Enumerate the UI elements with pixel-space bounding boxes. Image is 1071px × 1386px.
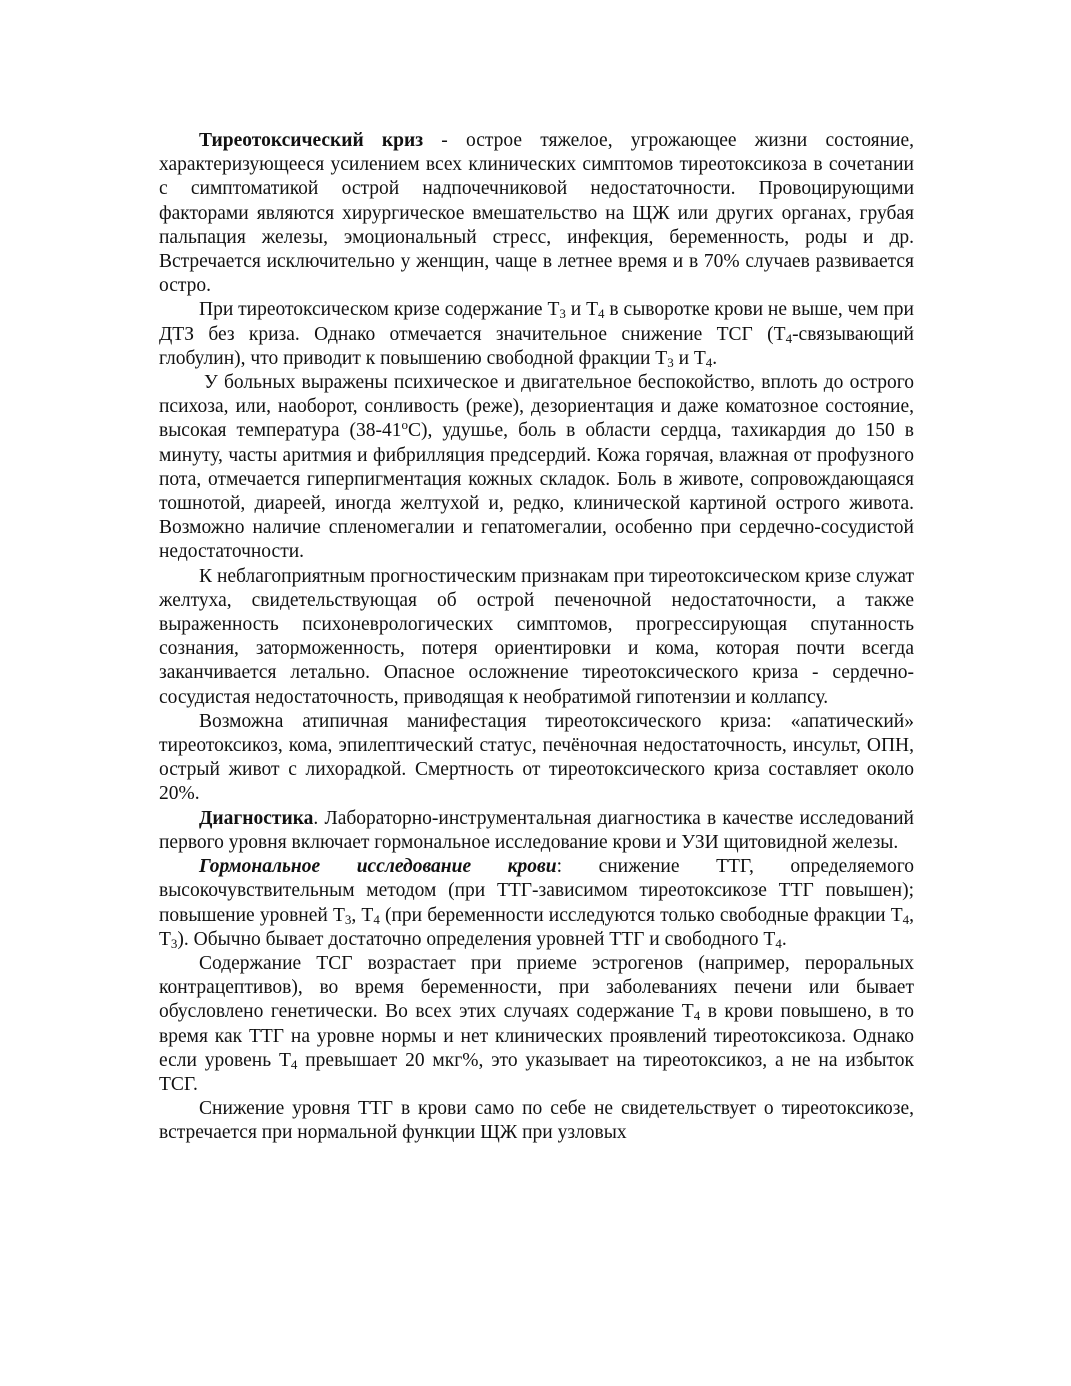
subscript: 4 (902, 911, 910, 927)
paragraph-ttg-decrease: Снижение уровня ТТГ в крови само по себе не свидетельствует о тиреотоксикозе, встречается при нормальной функции ЩЖ при узловых (159, 1098, 914, 1144)
text-segment: -связывающий глобулин), что приводит к повышению свободной фракции Т (159, 323, 914, 369)
paragraph-thyrotoxic-crisis (159, 129, 914, 298)
text-segment: ). Обычно бывает достаточно определения уровней ТТГ и свободного Т (177, 928, 776, 950)
text-segment: , Т (351, 904, 374, 926)
paragraph-atypical: Возможна атипичная манифестация тиреотоксического криза: «апатический» тиреотоксикоз, кома, эпилептический статус, печёночная недостаточность, инсульт, ОПН, острый живот с лихорадкой. Смертность от тиреотоксического криза составляет около 20%. (159, 710, 914, 805)
text-segment: С), удушье, боль в области сердца, тахикардия до 150 в минуту, часты аритмия и фибрилляция предсердий. Кожа горячая, влажная от профузного пота, отмечается гиперпигментация кожных складок. Боль в животе, сопровождающаяся тошнотой, диареей, иногда желтухой и, редко, клинической картиной острого живота. Возможно наличие спленомегалии и гепатомегалии, особенно при сердечно-сосудистой недостаточности. (159, 420, 915, 563)
paragraph-hormonal-tests (159, 855, 914, 952)
text-segment: При тиреотоксическом кризе содержание Т (199, 299, 560, 321)
text-segment: (при беременности исследуются только свободные фракции Т (379, 904, 903, 926)
text-segment: в крови повышено, в то время как ТТГ на уровне нормы и нет клинических проявлений тиреотоксикоза. Однако если уровень Т (159, 1001, 915, 1071)
document-page (159, 129, 914, 1146)
paragraph-prognosis: К неблагоприятным прогностическим признакам при тиреотоксическом кризе служат желтуха, свидетельствующая об острой печеночной недостаточности, а также выраженность психоневрологических симптомов, прогрессирующая спутанность сознания, заторможенность, потеря ориентировки и кома, которая почти всегда заканчивается летально. Опасное осложнение тиреотоксического криза - сердечно-сосудистая недостаточность, приводящая к необратимой гипотензии и коллапсу. (159, 565, 914, 708)
paragraph-text: - острое тяжелое, угрожающее жизни состояние, характеризующееся усилением всех клинических симптомов тиреотоксикоза в сочетании с симптоматикой острой надпочечниковой недостаточности. Провоцирующими факторами являются хирургическое вмешательство на ЩЖ или других органах, грубая пальпация железы, эмоциональный стресс, инфекция, беременность, роды и др. Встречается исключительно у женщин, чаще в летнее время и в 70% случаев развивается остро. (159, 130, 914, 297)
subscript: 3 (170, 935, 178, 951)
subscript: 3 (667, 354, 674, 370)
subscript: 4 (290, 1056, 298, 1072)
text-segment: , Т (159, 904, 915, 950)
superscript-degree: o (401, 417, 408, 433)
text-segment: превышает 20 мкг%, это указывает на тиреотоксикоз, а не на избыток ТСГ. (159, 1049, 914, 1095)
term-hormonal-tests: Гормональное исследование крови (199, 856, 557, 878)
term-thyrotoxic-crisis: Тиреотоксический криз (199, 130, 424, 151)
paragraph-diagnostics (159, 807, 914, 855)
text-segment: . (712, 347, 718, 369)
text-segment: Содержание ТСГ возрастает при приеме эстрогенов (например, пероральных контрацептивов), во время беременности, при заболеваниях печени или бывает обусловлено генетически. Во всех этих случаях содержание Т (159, 952, 914, 1023)
text-segment: . (781, 928, 787, 950)
paragraph-text: . Лабораторно-инструментальная диагностика в качестве исследований первого уровня включает гормональное исследование крови и УЗИ щитовидной железы. (159, 807, 914, 853)
text-segment: и Т (565, 299, 599, 321)
text-segment: У больных выражены психическое и двигательное беспокойство, вплоть до острого психоза, или, наоборот, сонливость (реже), дезориентация и даже коматозное состояние, высокая температура (38-41 (159, 372, 914, 442)
text-segment: и Т (673, 347, 706, 369)
subscript: 4 (598, 306, 605, 322)
term-diagnostics: Диагностика (199, 807, 314, 829)
paragraph-hormone-levels (159, 298, 914, 371)
subscript: 4 (373, 911, 380, 927)
paragraph-symptoms (159, 371, 914, 565)
paragraph-tsg (159, 952, 914, 1097)
subscript: 4 (785, 330, 793, 346)
text-segment: : снижение ТТГ, определяемого высокочувствительным методом (при ТТГ-зависимом тиреотоксикозе ТТГ повышен); повышение уровней Т (159, 856, 915, 926)
subscript: 4 (693, 1008, 701, 1024)
text-segment: в сыворотке крови не выше, чем при ДТЗ без криза. Однако отмечается значительное снижение ТСГ (Т (159, 299, 914, 345)
subscript: 4 (705, 354, 713, 370)
subscript: 3 (344, 911, 352, 927)
subscript: 3 (559, 306, 566, 322)
subscript: 4 (775, 935, 782, 951)
